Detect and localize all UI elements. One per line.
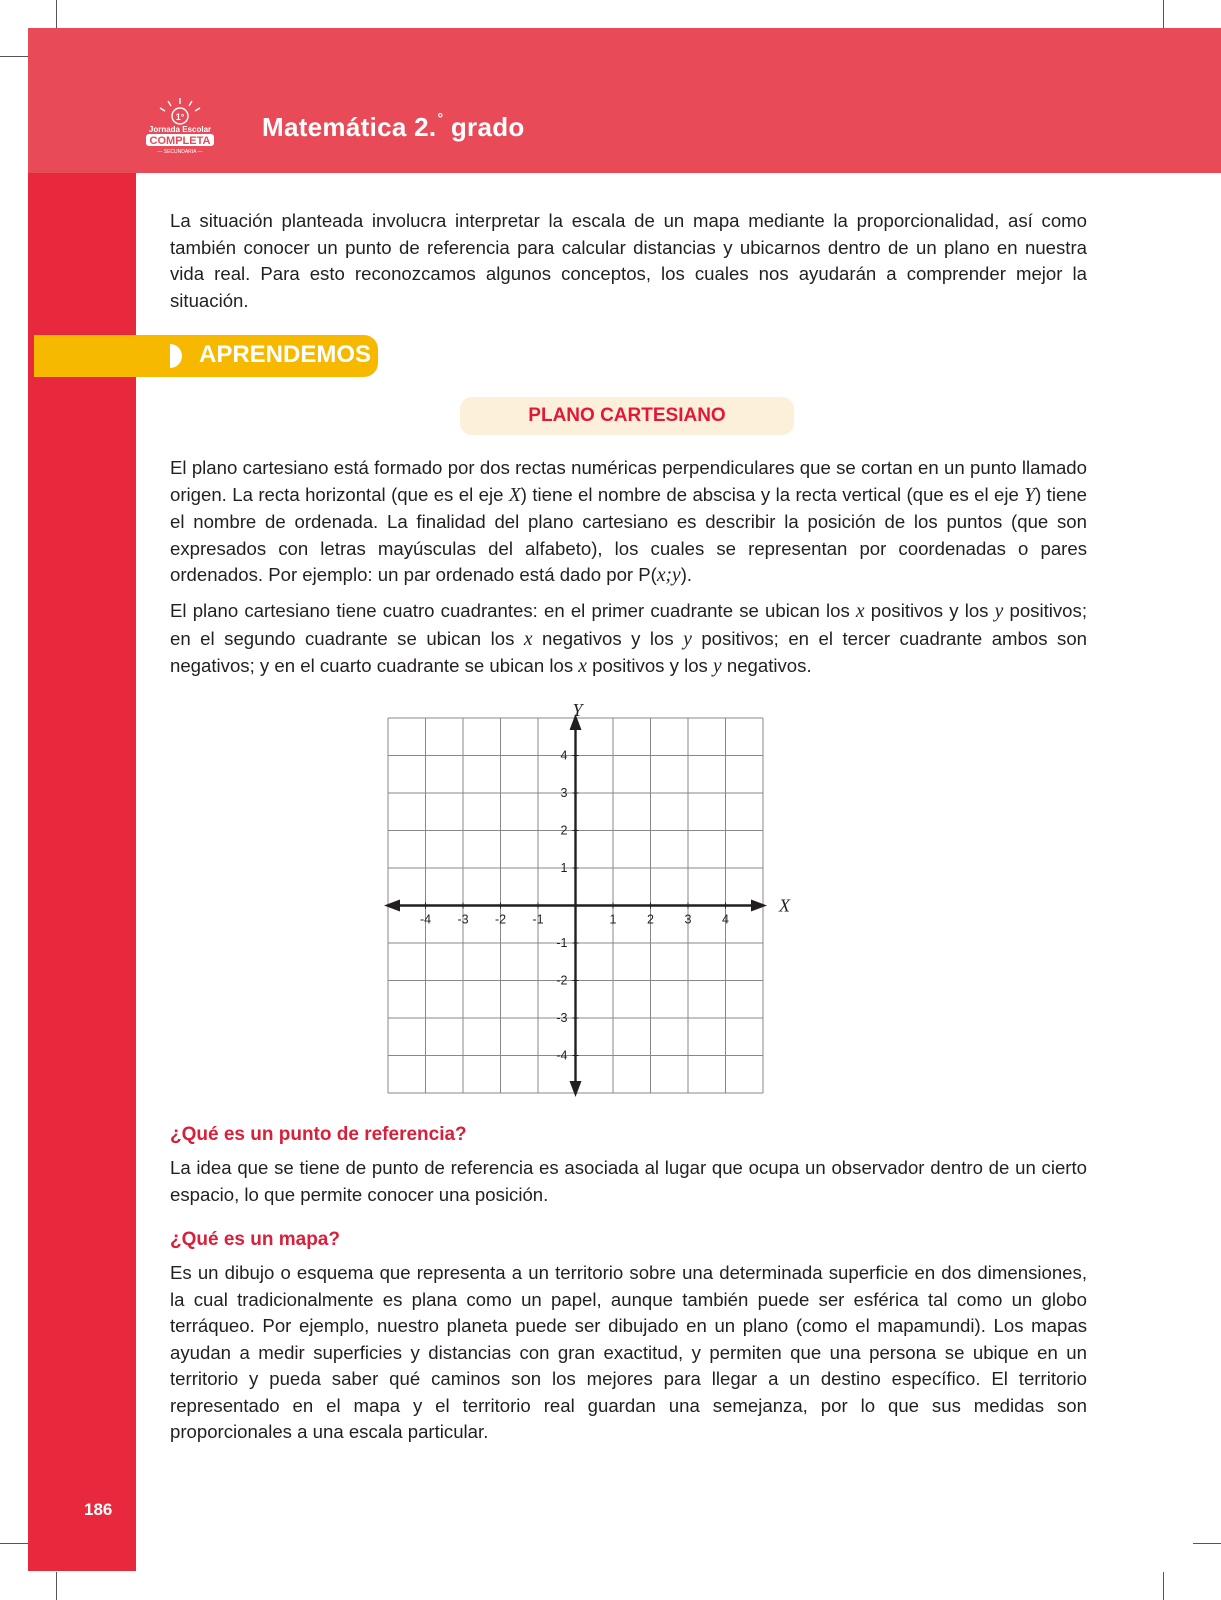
x-axis-right-arrow-icon <box>751 900 767 912</box>
x-tick-label: -4 <box>419 912 432 927</box>
y-tick-label: 1 <box>560 861 568 875</box>
x-axis-label: X <box>779 895 790 916</box>
x-axis-left-arrow-icon <box>384 900 400 912</box>
page-number: 186 <box>84 1500 113 1519</box>
math-variable: x;y <box>656 565 681 586</box>
map-question: ¿Qué es un mapa? <box>170 1229 340 1250</box>
math-variable: y <box>683 628 692 650</box>
text-run: negativos. <box>721 655 812 676</box>
y-axis-label: Y <box>572 700 583 720</box>
grade-word: grado <box>450 112 525 142</box>
math-variable: x <box>523 628 533 650</box>
y-tick-label: -2 <box>556 973 568 988</box>
x-tick-label: 4 <box>722 912 729 927</box>
svg-text:— SECUNDARIA —: — SECUNDARIA — <box>157 149 203 155</box>
crop-mark <box>1193 1543 1221 1544</box>
x-tick-label: 1 <box>609 912 617 927</box>
degree-mark: ° <box>437 110 444 127</box>
math-variable: y <box>713 656 722 677</box>
svg-text:1°: 1° <box>175 112 185 122</box>
x-tick-label: -2 <box>494 912 507 927</box>
y-tick-label: 2 <box>560 823 568 838</box>
crop-mark <box>0 56 28 57</box>
crop-mark <box>0 1543 28 1544</box>
svg-text:Jornada Escolar: Jornada Escolar <box>148 125 212 134</box>
crop-mark <box>56 0 57 28</box>
y-tick-label: -3 <box>556 1011 568 1025</box>
y-tick-label: 3 <box>560 786 568 800</box>
math-variable: y <box>994 601 1004 622</box>
x-tick-label: -3 <box>457 912 469 927</box>
text-run: ). <box>680 564 693 585</box>
text-run: negativos y los <box>532 627 684 649</box>
y-tick-label: -1 <box>556 936 568 950</box>
x-tick-label: 2 <box>647 912 654 927</box>
y-tick-label: -4 <box>556 1048 568 1063</box>
text-run: ) tiene el nombre de abscisa y la recta vertical (que es el eje <box>520 483 1025 505</box>
x-tick-label: 3 <box>684 912 692 927</box>
jornada-escolar-completa-logo <box>140 96 220 156</box>
crop-mark <box>1163 0 1164 28</box>
plane-paragraph-2 <box>170 598 1087 681</box>
text-run: El plano cartesiano está formado por dos rectas numéricas perpendiculares que se cortan en un punto llamado origen. La recta horizontal (que es el eje <box>170 457 1087 505</box>
reference-answer: La idea que se tiene de punto de referencia es asociada al lugar que ocupa un observador dentro de un cierto espacio, lo que permite conocer una posición. <box>170 1157 1087 1205</box>
crop-mark <box>1163 1572 1164 1600</box>
map-answer: Es un dibujo o esquema que representa a un territorio sobre una determinada superficie en dos dimensiones, la cual tradicionalmente es plana como un papel, aunque también puede ser esférica tal como un globo terráqueo. Por ejemplo, nuestro planeta puede ser dibujado en un plano (como el mapamundi). Los mapas ayudan a medir superficies y distancias con gran exactitud, y permiten que una persona se ubique en un territorio y pueda saber qué caminos son los mejores para llegar a un destino específico. El territorio representado en el mapa y el territorio real guardan una semejanza, por lo que sus medidas son proporcionales a una escala particular. <box>170 1262 1087 1442</box>
text-run: positivos y los <box>864 600 995 621</box>
intro-paragraph: La situación planteada involucra interpretar la escala de un mapa mediante la proporcionalidad, así como también conocer un punto de referencia para calcular distancias y ubicarnos dentro de un plano en nuestra vida real. Para esto reconozcamos algunos conceptos, los cuales nos ayudarán a comprender mejor la situación. <box>170 210 1087 311</box>
topic-title-pill <box>460 397 794 435</box>
math-variable: Y <box>1024 484 1036 506</box>
cartesian-plane-diagram <box>380 700 800 1100</box>
y-tick-label: 4 <box>560 748 568 763</box>
y-axis-down-arrow-icon <box>570 1081 582 1097</box>
left-margin-strip <box>28 173 136 1571</box>
text-run: El plano cartesiano tiene cuatro cuadrantes: en el primer cuadrante se ubican los <box>170 600 856 621</box>
text-run: positivos; en el tercer cuadrante ambos son negativos; y en el cuarto cuadrante se ubican los <box>170 627 1087 676</box>
topic-title: PLANO CARTESIANO <box>528 405 726 426</box>
subject-title: Matemática 2. <box>262 112 437 142</box>
text-run: ) tiene el nombre de ordenada. La finalidad del plano cartesiano es describir la posición de los puntos (que son expresados con letras mayúsculas del alfabeto), los cuales se representan por coordenadas o pares ordenados. Por ejemplo: un par ordenado está dado por P( <box>170 483 1087 585</box>
math-variable: x <box>578 656 587 677</box>
math-variable: X <box>508 484 521 506</box>
page-header-title <box>262 112 525 143</box>
crop-mark <box>56 1572 57 1600</box>
text-run: positivos; en el segundo cuadrante se ubican los <box>170 600 1087 649</box>
text-run: positivos y los <box>586 655 714 676</box>
plane-paragraph-1 <box>170 455 1087 590</box>
math-variable: x <box>855 601 865 622</box>
reference-question: ¿Qué es un punto de referencia? <box>170 1124 467 1145</box>
section-label: APRENDEMOS <box>199 341 372 368</box>
x-tick-label: -1 <box>532 912 544 927</box>
svg-text:COMPLETA: COMPLETA <box>149 135 211 147</box>
